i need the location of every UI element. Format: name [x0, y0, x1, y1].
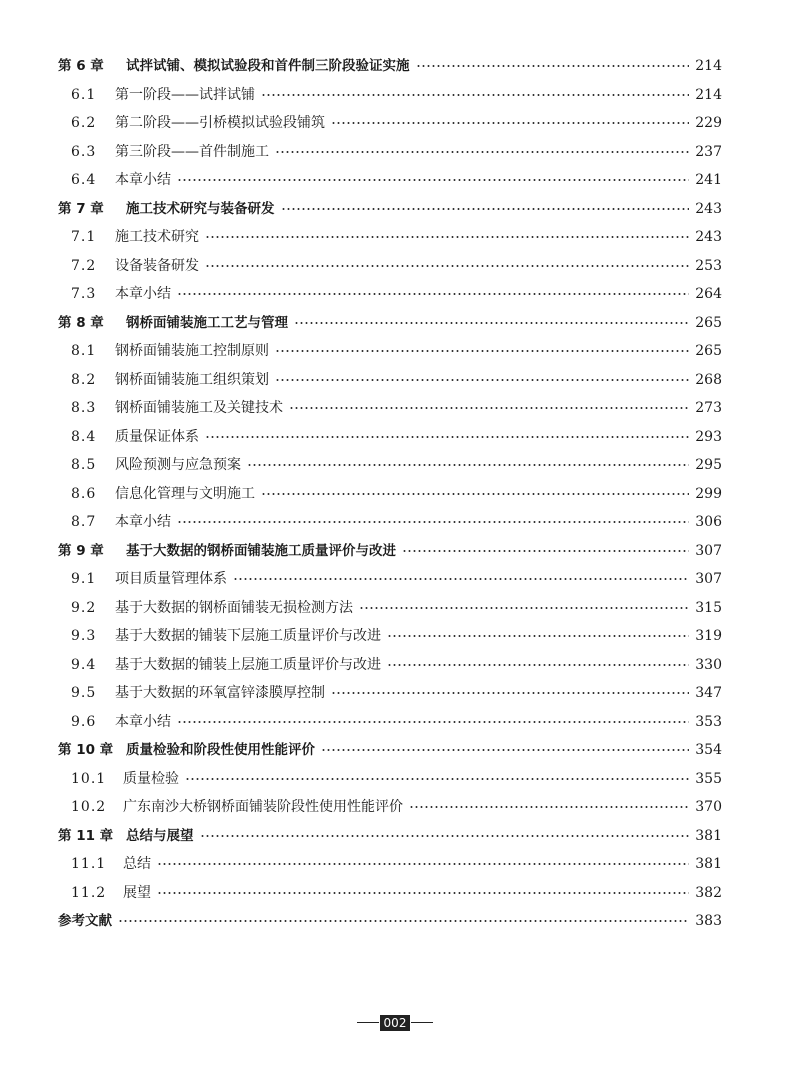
dot-leader: [261, 90, 689, 100]
toc-entry-title: 钢桥面铺装施工组织策划: [115, 371, 269, 388]
toc-section-row[interactable]: [58, 765, 722, 794]
toc-entry-title: 试拌试铺、模拟试验段和首件制三阶段验证实施: [126, 58, 410, 74]
dot-leader: [402, 546, 689, 556]
toc-section-row[interactable]: [58, 366, 722, 395]
toc-section-row[interactable]: [58, 252, 722, 281]
toc-page-number: 315: [695, 599, 722, 616]
toc-page-number: 268: [695, 371, 722, 388]
footer-rule-left: [357, 1022, 379, 1024]
toc-page-number: 265: [695, 314, 722, 331]
dot-leader: [247, 460, 689, 470]
toc-entry-title: 质量检验和阶段性使用性能评价: [126, 742, 315, 758]
dot-leader: [416, 61, 690, 71]
toc-page-number: 307: [695, 571, 722, 587]
toc-entry-title: 本章小结: [115, 713, 171, 730]
toc-entry-number: 10.2: [71, 799, 107, 815]
toc-section-row[interactable]: [58, 594, 722, 623]
toc-entry-number: 9.1: [71, 571, 97, 587]
toc-section-row[interactable]: [58, 166, 722, 195]
table-of-contents: [58, 52, 722, 936]
dot-leader: [289, 403, 689, 413]
toc-entry-title: 第二阶段——引桥模拟试验段铺筑: [115, 115, 325, 131]
toc-entry-number: 7.1: [71, 229, 97, 245]
toc-page-number: 355: [695, 770, 722, 787]
toc-entry-title: 设备装备研发: [115, 257, 199, 274]
toc-entry-number: 11.1: [71, 856, 107, 872]
toc-page-number: 253: [695, 257, 722, 274]
toc-page-number: 295: [695, 457, 722, 473]
toc-section-row[interactable]: [58, 337, 722, 366]
toc-page-number: 241: [695, 172, 722, 188]
toc-page-number: 293: [695, 428, 722, 445]
toc-section-row[interactable]: [58, 793, 722, 822]
toc-entry-number: 9.6: [71, 713, 97, 730]
toc-entry-title: 质量保证体系: [115, 428, 199, 445]
toc-page-number: 265: [695, 343, 722, 359]
page-number: 002: [380, 1015, 411, 1031]
dot-leader: [331, 688, 689, 698]
toc-entry-number: 8.5: [71, 457, 97, 473]
dot-leader: [177, 175, 689, 185]
toc-entry-number: 第 9 章: [58, 542, 104, 559]
toc-entry-title: 总结与展望: [126, 827, 194, 844]
toc-page-number: 243: [695, 229, 722, 245]
toc-page-number: 229: [695, 115, 722, 131]
toc-page-number: 273: [695, 400, 722, 416]
toc-entry-title: 展望: [123, 884, 151, 901]
toc-entry-title: 风险预测与应急预案: [115, 457, 241, 473]
toc-entry-number: 7.3: [71, 286, 97, 302]
toc-entry-number: 8.7: [71, 514, 97, 530]
toc-entry-title: 本章小结: [115, 514, 171, 530]
dot-leader: [275, 375, 689, 385]
toc-page-number: 264: [695, 286, 722, 302]
toc-section-row[interactable]: [58, 850, 722, 879]
toc-entry-title: 项目质量管理体系: [115, 571, 227, 587]
toc-page-number: 243: [695, 200, 722, 217]
dot-leader: [387, 660, 689, 670]
dot-leader: [118, 916, 689, 926]
dot-leader: [275, 147, 689, 157]
dot-leader: [200, 831, 690, 841]
toc-entry-number: 第 11 章: [58, 827, 114, 844]
toc-entry-number: 6.4: [71, 172, 97, 188]
toc-entry-title: 广东南沙大桥钢桥面铺装阶段性使用性能评价: [123, 799, 403, 815]
toc-chapter-row[interactable]: [58, 309, 722, 338]
toc-entry-number: 11.2: [71, 884, 107, 901]
toc-page-number: 381: [695, 856, 722, 872]
toc-section-row[interactable]: [58, 423, 722, 452]
toc-page-number: 299: [695, 485, 722, 502]
toc-page-number: 307: [695, 542, 722, 559]
toc-entry-title: 基于大数据的钢桥面铺装无损检测方法: [115, 599, 353, 616]
dot-leader: [233, 574, 689, 584]
dot-leader: [387, 631, 689, 641]
toc-entry-title: 信息化管理与文明施工: [115, 485, 255, 502]
dot-leader: [205, 432, 689, 442]
toc-entry-number: 第 10 章: [58, 742, 114, 758]
dot-leader: [177, 717, 689, 727]
toc-section-row[interactable]: [58, 651, 722, 680]
toc-entry-title: 基于大数据的铺装下层施工质量评价与改进: [115, 628, 381, 644]
toc-chapter-row[interactable]: [58, 822, 722, 851]
dot-leader: [205, 261, 689, 271]
toc-page-number: 381: [695, 827, 722, 844]
toc-page-number: 330: [695, 656, 722, 673]
toc-section-row[interactable]: [58, 565, 722, 594]
toc-section-row[interactable]: [58, 223, 722, 252]
toc-entry-title: 施工技术研究: [115, 229, 199, 245]
footer-rule-right: [411, 1022, 433, 1024]
toc-section-row[interactable]: [58, 480, 722, 509]
toc-section-row[interactable]: [58, 508, 722, 537]
toc-section-row[interactable]: [58, 109, 722, 138]
toc-entry-title: 总结: [123, 856, 151, 872]
dot-leader: [185, 774, 689, 784]
dot-leader: [294, 318, 689, 328]
toc-entry-number: 9.3: [71, 628, 97, 644]
toc-entry-title: 本章小结: [115, 286, 171, 302]
toc-entry-number: 7.2: [71, 257, 97, 274]
toc-entry-title: 钢桥面铺装施工控制原则: [115, 343, 269, 359]
toc-page-number: 382: [695, 884, 722, 901]
toc-entry-title: 质量检验: [123, 770, 179, 787]
toc-page-number: 383: [695, 913, 722, 929]
page-footer: [0, 1012, 790, 1031]
toc-page-number: 353: [695, 713, 722, 730]
toc-page-number: 306: [695, 514, 722, 530]
toc-entry-number: 9.4: [71, 656, 97, 673]
toc-page-number: 354: [695, 742, 722, 758]
toc-section-row[interactable]: [58, 280, 722, 309]
dot-leader: [331, 118, 689, 128]
toc-entry-number: 6.1: [71, 86, 97, 103]
dot-leader: [281, 204, 690, 214]
dot-leader: [157, 888, 689, 898]
toc-entry-title: 施工技术研究与装备研发: [126, 200, 275, 217]
toc-section-row[interactable]: [58, 622, 722, 651]
toc-page-number: 214: [695, 58, 722, 74]
dot-leader: [321, 745, 689, 755]
toc-page-number: 214: [695, 86, 722, 103]
toc-entry-title: 本章小结: [115, 172, 171, 188]
toc-chapter-row[interactable]: [58, 537, 722, 566]
toc-section-row[interactable]: [58, 708, 722, 737]
toc-entry-title: 参考文献: [58, 913, 112, 929]
toc-section-row[interactable]: [58, 879, 722, 908]
toc-entry-title: 钢桥面铺装施工工艺与管理: [126, 314, 288, 331]
toc-entry-number: 8.1: [71, 343, 97, 359]
toc-entry-number: 10.1: [71, 770, 107, 787]
toc-entry-title: 基于大数据的钢桥面铺装施工质量评价与改进: [126, 542, 396, 559]
dot-leader: [275, 346, 689, 356]
toc-entry-number: 6.2: [71, 115, 97, 131]
toc-section-row[interactable]: [58, 679, 722, 708]
toc-entry-title: 基于大数据的铺装上层施工质量评价与改进: [115, 656, 381, 673]
toc-chapter-row[interactable]: [58, 736, 722, 765]
dot-leader: [157, 859, 689, 869]
toc-entry-number: 9.2: [71, 599, 97, 616]
toc-entry-number: 8.6: [71, 485, 97, 502]
toc-page-number: 237: [695, 143, 722, 160]
toc-entry-title: 钢桥面铺装施工及关键技术: [115, 400, 283, 416]
toc-chapter-row[interactable]: [58, 52, 722, 81]
toc-entry-number: 8.3: [71, 400, 97, 416]
dot-leader: [177, 289, 689, 299]
toc-section-row[interactable]: [58, 451, 722, 480]
dot-leader: [359, 603, 689, 613]
dot-leader: [177, 517, 689, 527]
toc-entry-number: 6.3: [71, 143, 97, 160]
toc-section-row[interactable]: [58, 81, 722, 110]
toc-entry-number: 9.5: [71, 685, 97, 701]
toc-entry-title: 第一阶段——试拌试铺: [115, 86, 255, 103]
toc-page-number: 370: [695, 799, 722, 815]
toc-entry-number: 第 6 章: [58, 58, 104, 74]
toc-entry-number: 第 7 章: [58, 200, 104, 217]
toc-section-row[interactable]: [58, 394, 722, 423]
toc-chapter-row[interactable]: [58, 195, 722, 224]
toc-entry-title: 基于大数据的环氧富锌漆膜厚控制: [115, 685, 325, 701]
toc-section-row[interactable]: [58, 138, 722, 167]
toc-entry-number: 第 8 章: [58, 314, 104, 331]
toc-page-number: 347: [695, 685, 722, 701]
dot-leader: [261, 489, 689, 499]
toc-entry-title: 第三阶段——首件制施工: [115, 143, 269, 160]
toc-entry-number: 8.2: [71, 371, 97, 388]
toc-chapter-row[interactable]: [58, 907, 722, 936]
dot-leader: [205, 232, 689, 242]
toc-page-number: 319: [695, 628, 722, 644]
dot-leader: [409, 802, 689, 812]
toc-entry-number: 8.4: [71, 428, 97, 445]
